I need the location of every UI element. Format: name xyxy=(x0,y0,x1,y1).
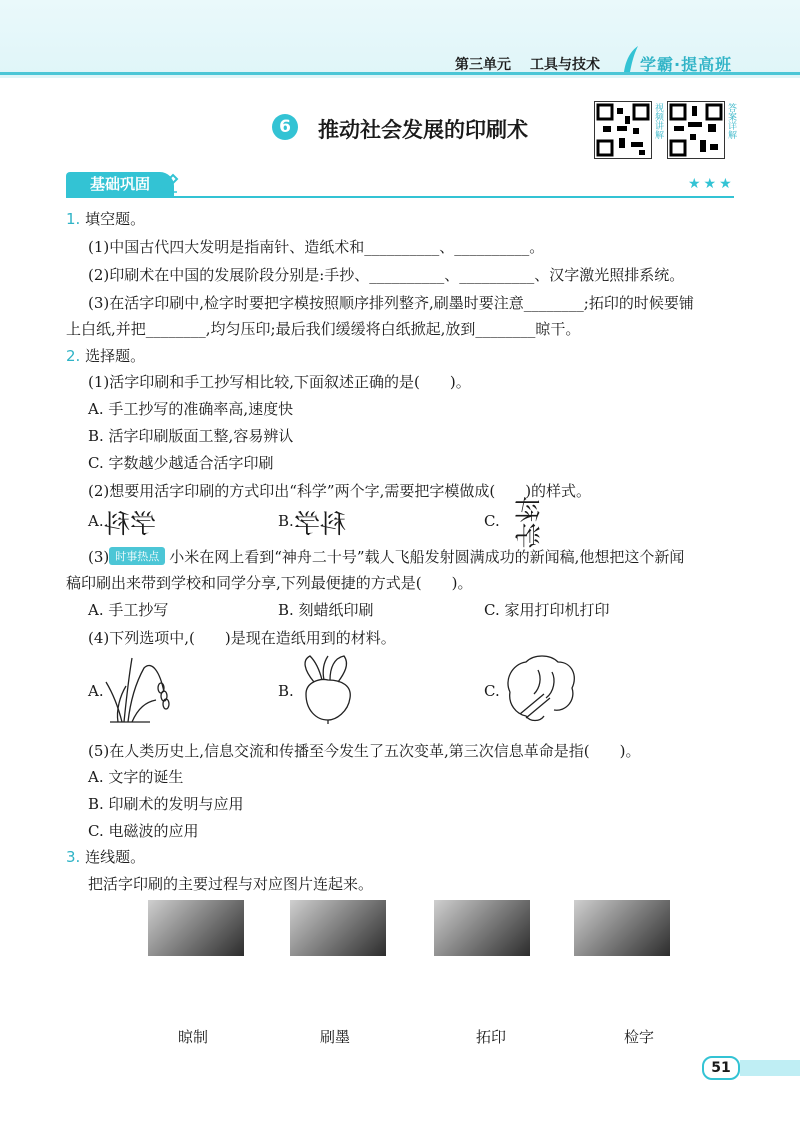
q2-number: 2. xyxy=(66,347,81,365)
q1-heading xyxy=(66,208,145,229)
brand-name: 学霸·提高班 xyxy=(640,55,733,74)
section-divider xyxy=(66,196,734,198)
pencil-icon xyxy=(158,172,180,194)
q2-title: 选择题。 xyxy=(85,347,146,365)
page-number-bar xyxy=(740,1060,800,1076)
q2-2-option-b: B. xyxy=(278,512,294,530)
cabbage-drawing xyxy=(500,652,580,724)
q2-2-option-a: A. xyxy=(88,512,104,530)
photo-type-tray xyxy=(574,900,670,956)
radish-drawing xyxy=(294,652,364,724)
q2-3-stem-line2: 稿印刷出来带到学校和同学分享,下列最便捷的方式是( )。 xyxy=(66,574,473,592)
q2-3-option-c: C. 家用打印机打印 xyxy=(484,601,610,619)
lesson-title: 推动社会发展的印刷术 xyxy=(318,118,528,142)
page-number: 51 xyxy=(702,1056,740,1080)
q2-5-option-b: B. 印刷术的发明与应用 xyxy=(88,795,244,813)
qr-label-answers: 答案详解 xyxy=(726,103,736,139)
q2-2-glyph-c: 学科 xyxy=(510,496,541,549)
lesson-number: 6 xyxy=(272,114,298,140)
q2-5-option-c: C. 电磁波的应用 xyxy=(88,822,199,840)
q2-3-stem-line1 xyxy=(88,546,684,567)
q2-5-stem: (5)在人类历史上,信息交流和传播至今发生了五次变革,第三次信息革命是指( )。 xyxy=(88,742,641,760)
caption-2: 刷墨 xyxy=(320,1028,351,1046)
q1-title: 填空题。 xyxy=(85,210,146,228)
q2-5-option-a: A. 文字的诞生 xyxy=(88,768,184,786)
header-unit: 第三单元 xyxy=(455,57,511,73)
q1-line-4: 上白纸,并把________,均匀压印;最后我们缓缓将白纸掀起,放到________晾干。 xyxy=(66,320,581,338)
q3-heading xyxy=(66,846,145,867)
q2-1-option-c: C. 字数越少越适合活字印刷 xyxy=(88,454,274,472)
q2-4-stem: (4)下列选项中,( )是现在造纸用到的材料。 xyxy=(88,629,396,647)
q2-2-option-c: C. xyxy=(484,512,500,530)
q2-4-option-a: A. xyxy=(88,682,104,700)
photo-type-inking xyxy=(290,900,386,956)
q2-1-stem: (1)活字印刷和手工抄写相比较,下面叙述正确的是( )。 xyxy=(88,373,471,391)
q1-line-2: (2)印刷术在中国的发展阶段分别是:手抄、__________、__________、汉字激光照排系统。 xyxy=(88,266,685,284)
q2-3-prefix: (3) xyxy=(88,548,110,566)
q2-1-option-b: B. 活字印刷版面工整,容易辨认 xyxy=(88,427,294,445)
qr-code-video[interactable] xyxy=(594,101,652,159)
q2-3-option-b: B. 刻蜡纸印刷 xyxy=(278,601,374,619)
q2-4-option-c: C. xyxy=(484,682,500,700)
q3-instruction: 把活字印刷的主要过程与对应图片连起来。 xyxy=(88,875,374,893)
rice-plant-drawing xyxy=(104,652,180,724)
qr-label-video: 视频讲解 xyxy=(653,103,663,139)
q2-3-stem-a: 小米在网上看到“神舟二十号”载人飞船发射圆满成功的新闻稿,他想把这个新闻 xyxy=(169,548,685,566)
q3-title: 连线题。 xyxy=(85,848,146,866)
q2-3-option-a: A. 手工抄写 xyxy=(88,601,169,619)
q2-4-option-b: B. xyxy=(278,682,294,700)
q2-2-glyph-b: 科学 xyxy=(294,510,347,540)
caption-3: 拓印 xyxy=(476,1028,507,1046)
current-affairs-tag: 时事热点 xyxy=(109,547,165,565)
q2-1-option-a: A. 手工抄写的准确率高,速度快 xyxy=(88,400,294,418)
q1-number: 1. xyxy=(66,210,81,228)
q2-2-glyph-a: 学科 xyxy=(104,510,157,540)
difficulty-stars: ★★★ xyxy=(688,176,735,192)
photo-paper-lifting xyxy=(148,900,244,956)
q1-line-1: (1)中国古代四大发明是指南针、造纸术和__________、__________。 xyxy=(88,238,545,256)
q1-line-3: (3)在活字印刷中,检字时要把字模按照顺序排列整齐,刷墨时要注意________;拓印的时候要铺 xyxy=(88,294,694,312)
q2-heading xyxy=(66,345,145,366)
caption-1: 晾制 xyxy=(178,1028,209,1046)
caption-4: 检字 xyxy=(624,1028,655,1046)
q2-2-stem: (2)想要用活字印刷的方式印出“科学”两个字,需要把字模做成( )的样式。 xyxy=(88,482,592,500)
section-title: 基础巩固 xyxy=(66,172,174,196)
photo-pressing xyxy=(434,900,530,956)
qr-code-answers[interactable] xyxy=(667,101,725,159)
q3-number: 3. xyxy=(66,848,81,866)
header-topic: 工具与技术 xyxy=(530,57,600,73)
